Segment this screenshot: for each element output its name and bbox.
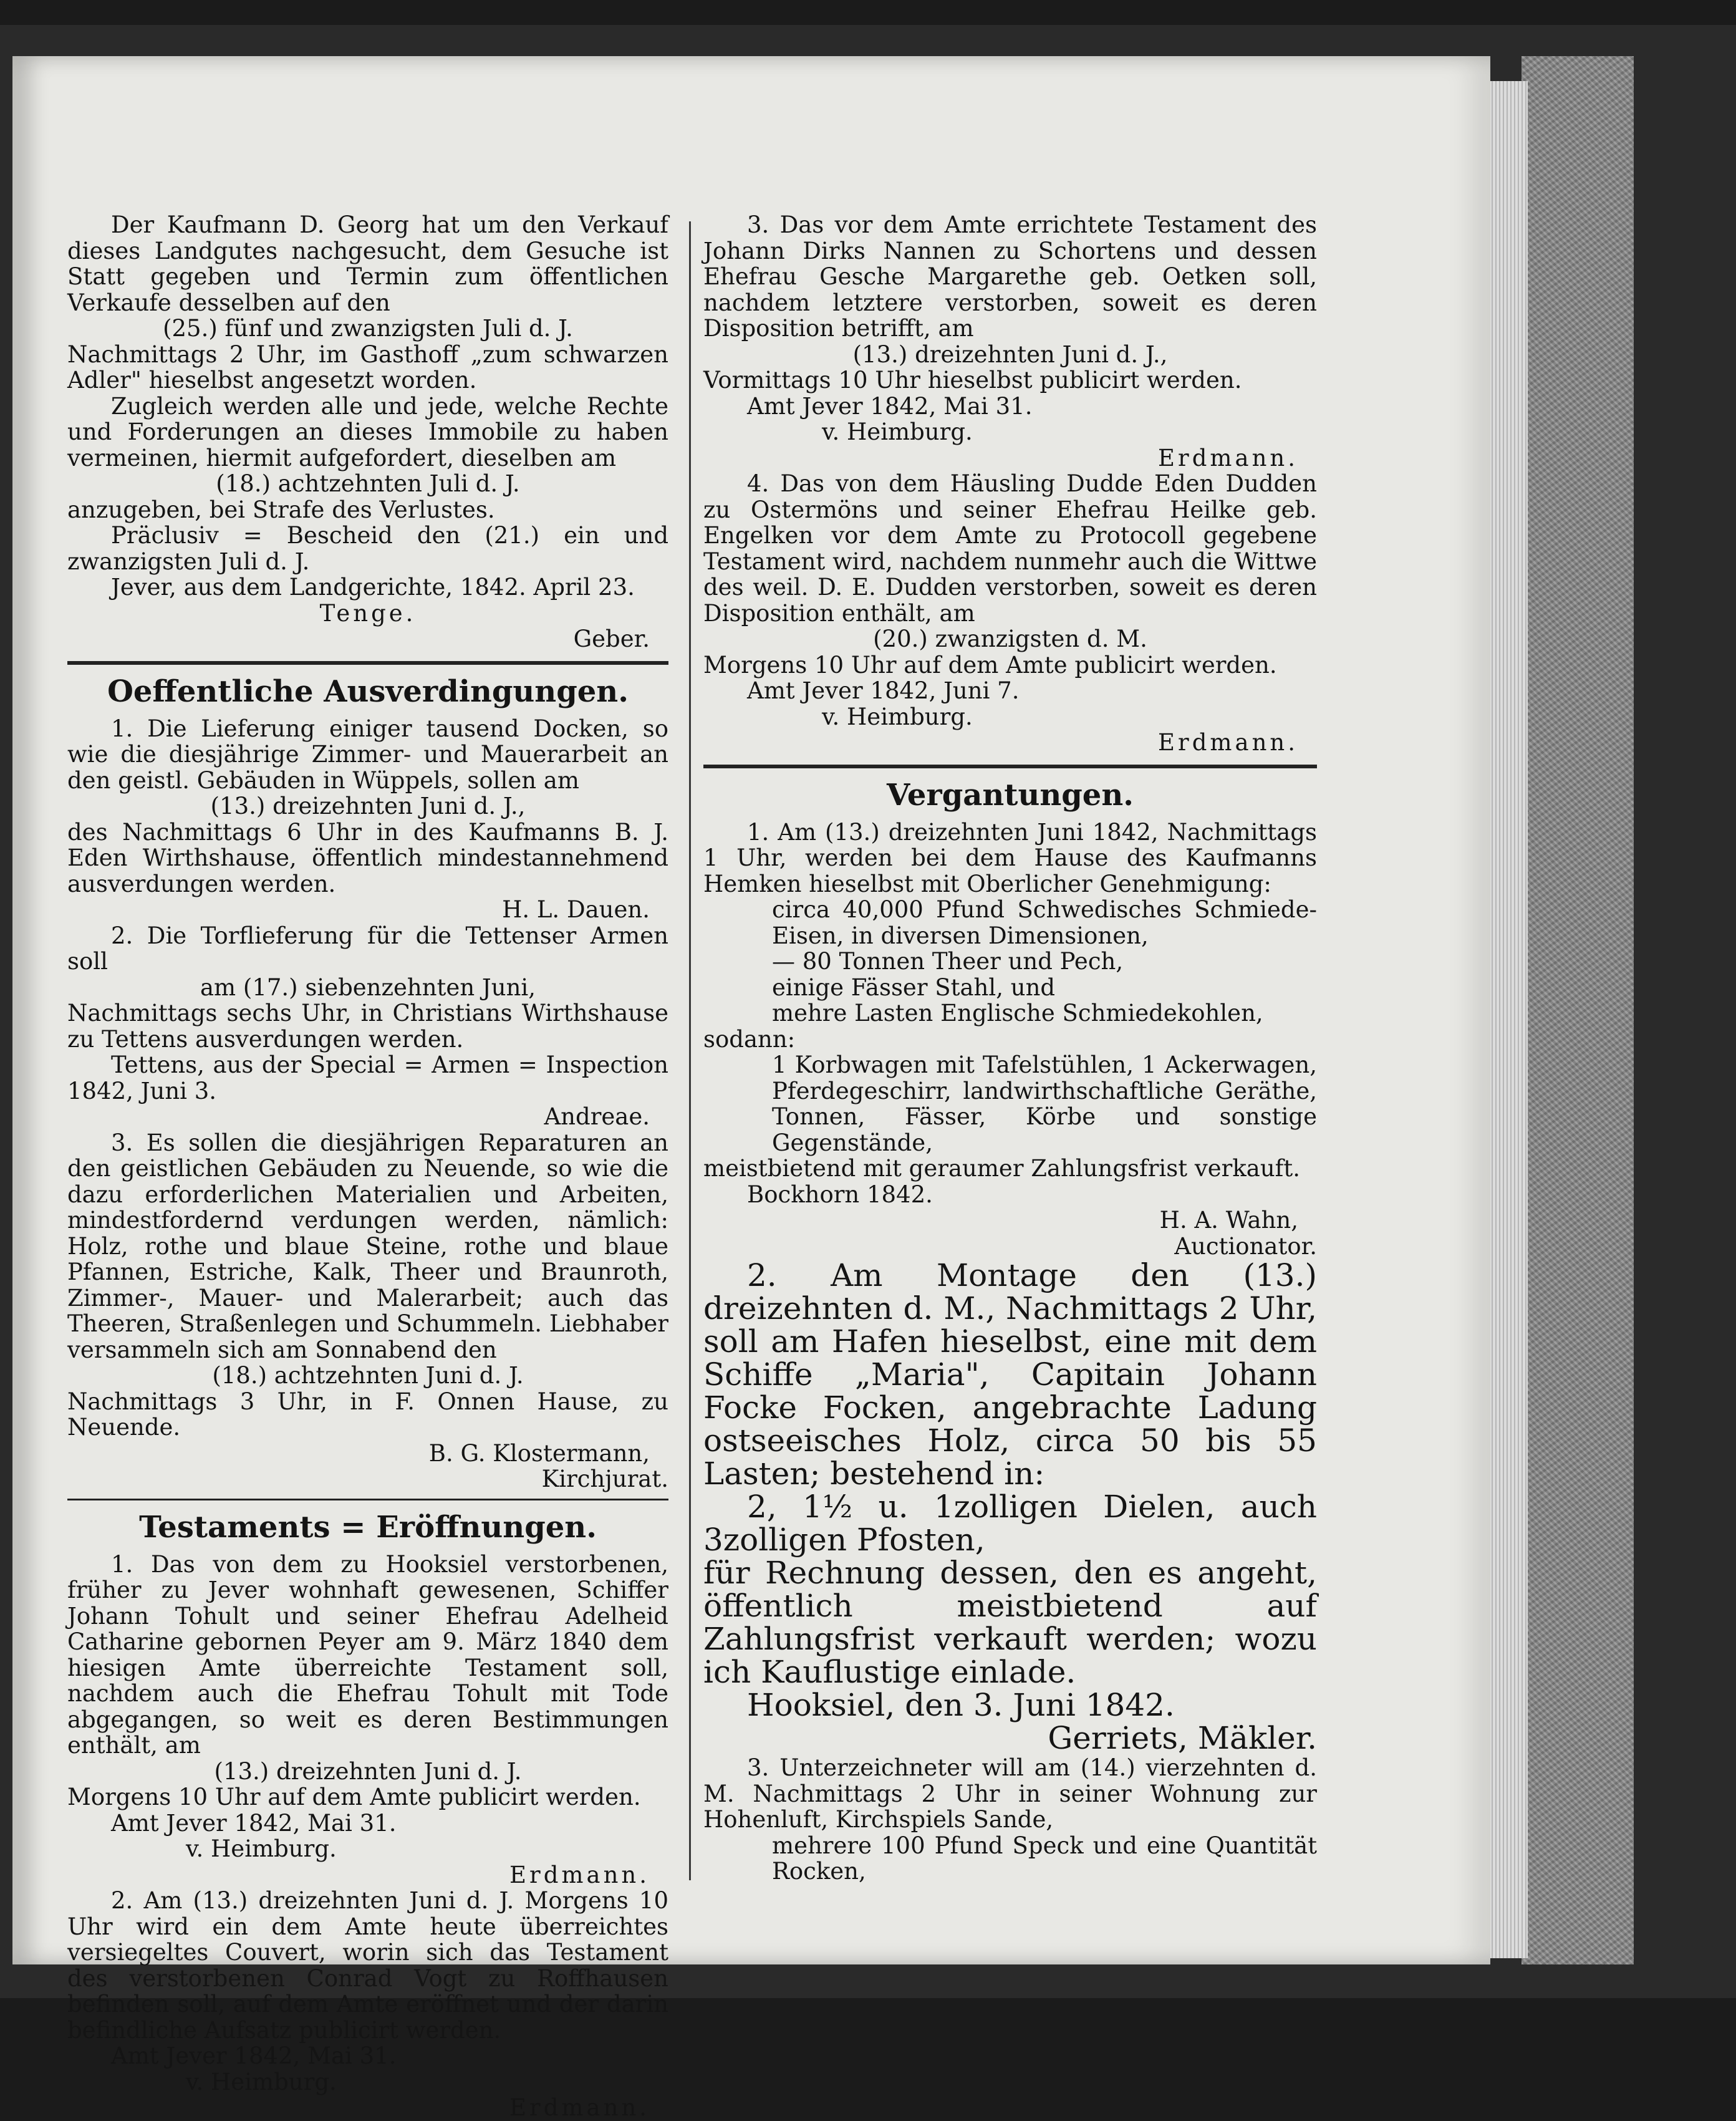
signature: Gerriets, Mäkler. bbox=[1048, 1720, 1317, 1756]
signature-title: Auctionator. bbox=[1174, 1232, 1317, 1260]
signature: Erdmann. bbox=[509, 2094, 650, 2121]
paragraph: anzugeben, bei Strafe des Verlustes. bbox=[67, 496, 495, 523]
date-line: (25.) fünf und zwanzigsten Juli d. J. bbox=[163, 315, 573, 342]
signature: v. Heimburg. bbox=[822, 418, 973, 445]
date-line: (18.) achtzehnten Juni d. J. bbox=[212, 1362, 524, 1389]
section-heading: Oeffentliche Ausverdingungen. bbox=[107, 674, 629, 709]
list-item: mehrere 100 Pfund Speck und eine Quantität Rocken, bbox=[772, 1832, 1317, 1885]
paragraph: Nachmittags 3 Uhr, in F. Onnen Hause, zu Neuende. bbox=[67, 1388, 668, 1441]
signature: H. A. Wahn, bbox=[1159, 1207, 1298, 1234]
goods-list bbox=[703, 1052, 1317, 1156]
list-item: einige Fässer Stahl, und bbox=[772, 974, 1056, 1001]
signature: Erdmann. bbox=[1158, 444, 1298, 471]
list-item: mehre Lasten Englische Schmiedekohlen, bbox=[772, 1000, 1263, 1027]
place-date: Amt Jever 1842, Mai 31. bbox=[747, 392, 1033, 420]
list-item: 2, 1½ u. 1zolligen Dielen, auch 3zolligen Pfosten, bbox=[703, 1489, 1317, 1558]
paragraph: 2. Die Torflieferung für die Tettenser Armen soll bbox=[67, 922, 668, 975]
paragraph: 1. Das von dem zu Hooksiel verstorbenen, früher zu Jever wohnhaft gewesenen, Schiffer Johann Tohult und seiner Ehefrau Adelheid Catharine gebornen Peyer am 9. März 1840 dem hiesigen Amte überreichte Testament soll, nachdem auch die Ehefrau Tohult mit Tode abgegangen, so weit es deren Bestimmungen enthält, am bbox=[67, 1550, 668, 1759]
signature-title: Kirchjurat. bbox=[541, 1466, 668, 1492]
paragraph: sodann: bbox=[703, 1025, 796, 1053]
paragraph: 3. Unterzeichneter will am (14.) vierzehnten d. M. Nachmittags 2 Uhr in seiner Wohnung zur Hohenluft, Kirchspiels Sande, bbox=[703, 1754, 1317, 1833]
date-line: am (17.) siebenzehnten Juni, bbox=[200, 974, 536, 1001]
section-rule bbox=[67, 1499, 668, 1500]
column-divider bbox=[689, 221, 691, 1880]
section-heading: Vergantungen. bbox=[887, 777, 1134, 813]
paragraph: 4. Das von dem Häusling Dudde Eden Dudden zu Ostermöns und seiner Ehefrau Heilke geb. Engelken vor dem Amte zu Protocoll gegebene Testament wird, nachdem nunmehr auch die Wittwe des weil. D. E. Dudden verstorben, soweit es deren Disposition enthält, am bbox=[703, 470, 1317, 627]
paragraph: Zugleich werden alle und jede, welche Rechte und Forderungen an dieses Immobile zu haben vermeinen, hiermit aufgefordert, dieselben am bbox=[67, 392, 668, 471]
goods-list bbox=[703, 1833, 1317, 1885]
left-column bbox=[67, 212, 668, 2121]
list-item: — 80 Tonnen Theer und Pech, bbox=[772, 948, 1124, 975]
paragraph: Morgens 10 Uhr auf dem Amte publicirt werden. bbox=[67, 1784, 641, 1810]
list-item: circa 40,000 Pfund Schwedisches Schmiede-Eisen, in diversen Dimensionen, bbox=[772, 896, 1317, 949]
goods-list bbox=[703, 897, 1317, 1027]
signature: Erdmann. bbox=[1158, 729, 1298, 756]
large-notice bbox=[703, 1259, 1317, 1755]
paragraph: 2. Am (13.) dreizehnten Juni d. J. Morgens 10 Uhr wird ein dem Amte heute überreichtes versiegeltes Couvert, worin sich das Testament des verstorbenen Conrad Vogt zu Roffhausen befinden soll, auf dem Amte eröffnet und der darin befindliche Aufsatz publicirt werden. bbox=[67, 1887, 668, 2044]
paragraph: meistbietend mit geraumer Zahlungsfrist verkauft. bbox=[703, 1155, 1300, 1182]
signature: v. Heimburg. bbox=[186, 2068, 337, 2095]
paragraph: 1. Die Lieferung einiger tausend Docken, so wie die diesjährige Zimmer- und Mauerarbeit an den geistl. Gebäuden in Wüppels, sollen am bbox=[67, 715, 668, 794]
signature: Tenge. bbox=[319, 599, 417, 627]
paragraph: Der Kaufmann D. Georg hat um den Verkauf dieses Landgutes nachgesucht, dem Gesuche ist Statt gegeben und Termin zum öffentlichen Verkaufe desselben auf den bbox=[67, 211, 668, 316]
date-line: (13.) dreizehnten Juni d. J., bbox=[210, 793, 526, 819]
paragraph: Nachmittags 2 Uhr, im Gasthoff „zum schwarzen Adler" hieselbst angesetzt worden. bbox=[67, 341, 668, 394]
paragraph: des Nachmittags 6 Uhr in des Kaufmanns B. J. Eden Wirthshause, öffentlich mindestannehmend ausverdungen werden. bbox=[67, 818, 668, 897]
signature: v. Heimburg. bbox=[186, 1835, 337, 1862]
right-column bbox=[703, 212, 1317, 1885]
date-line: (18.) achtzehnten Juli d. J. bbox=[216, 470, 520, 497]
place-date: Hooksiel, den 3. Juni 1842. bbox=[747, 1687, 1175, 1723]
date-line: (13.) dreizehnten Juni d. J., bbox=[852, 341, 1168, 368]
place-date: Amt Jever 1842, Juni 7. bbox=[747, 677, 1020, 704]
paragraph: Vormittags 10 Uhr hieselbst publicirt werden. bbox=[703, 367, 1242, 394]
paragraph: Präclusiv = Bescheid den (21.) ein und zwanzigsten Juli d. J. bbox=[67, 522, 668, 575]
signature: v. Heimburg. bbox=[822, 703, 973, 730]
paragraph: Morgens 10 Uhr auf dem Amte publicirt werden. bbox=[703, 651, 1277, 679]
section-heading: Testaments = Eröffnungen. bbox=[139, 1509, 597, 1545]
paragraph: für Rechnung dessen, den es angeht, öffentlich meistbietend auf Zahlungsfrist verkauft werden; wozu ich Kauflustige einlade. bbox=[703, 1555, 1317, 1690]
marbled-cover-edge bbox=[1521, 56, 1634, 1964]
list-item: 1 Korbwagen mit Tafelstühlen, 1 Ackerwagen, Pferdegeschirr, landwirthschaftliche Geräthe, Tonnen, Fässer, Körbe und sonstige Gegenstände, bbox=[772, 1051, 1317, 1156]
paragraph: 1. Am (13.) dreizehnten Juni 1842, Nachmittags 1 Uhr, werden bei dem Hause des Kaufmanns Hemken hieselbst mit Oberlicher Genehmigung: bbox=[703, 818, 1317, 897]
date-line: (20.) zwanzigsten d. M. bbox=[873, 626, 1147, 652]
signature: B. G. Klostermann, bbox=[428, 1439, 650, 1467]
place-date: Bockhorn 1842. bbox=[747, 1181, 933, 1208]
paragraph: Nachmittags sechs Uhr, in Christians Wirthshause zu Tettens ausverdungen werden. bbox=[67, 1000, 668, 1053]
place-date: Amt Jever 1842, Mai 31. bbox=[111, 2042, 397, 2069]
paragraph: 3. Es sollen die diesjährigen Reparaturen an den geistlichen Gebäuden zu Neuende, so wie die dazu erforderlichen Materialien und Arbeiten, mindestfordernd verdungen werden, nämlich: Holz, rothe und blaue Steine, rothe und blaue Pfannen, Estriche, Kalk, Theer und Braunroth, Zimmer-, Mauer- und Malerarbeit; auch das Theeren, Straßenlegen und Schummeln. Liebhaber versammeln sich am Sonnabend den bbox=[67, 1129, 668, 1363]
section-rule bbox=[67, 661, 668, 665]
place-date: Tettens, aus der Special = Armen = Inspection 1842, Juni 3. bbox=[67, 1051, 668, 1104]
paragraph: 3. Das vor dem Amte errichtete Testament des Johann Dirks Nannen zu Schortens und dessen Ehefrau Gesche Margarethe geb. Oetken soll, nachdem letztere verstorben, soweit es deren Disposition betrifft, am bbox=[703, 211, 1317, 342]
paragraph: 2. Am Montage den (13.) dreizehnten d. M., Nachmittags 2 Uhr, soll am Hafen hieselbst, eine mit dem Schiffe „Maria", Capitain Johann Focke Focken, angebrachte Ladung ostseeisches Holz, circa 50 bis 55 Lasten; bestehend in: bbox=[703, 1257, 1317, 1492]
place-date: Jever, aus dem Landgerichte, 1842. April 23. bbox=[111, 574, 635, 601]
date-line: (13.) dreizehnten Juni d. J. bbox=[214, 1757, 522, 1785]
signature: H. L. Dauen. bbox=[502, 896, 650, 923]
place-date: Amt Jever 1842, Mai 31. bbox=[111, 1809, 397, 1837]
signature: Geber. bbox=[573, 626, 650, 652]
signature: Andreae. bbox=[544, 1103, 650, 1130]
book-page bbox=[12, 56, 1490, 2121]
signature: Erdmann. bbox=[509, 1861, 650, 1888]
section-rule bbox=[703, 765, 1317, 768]
